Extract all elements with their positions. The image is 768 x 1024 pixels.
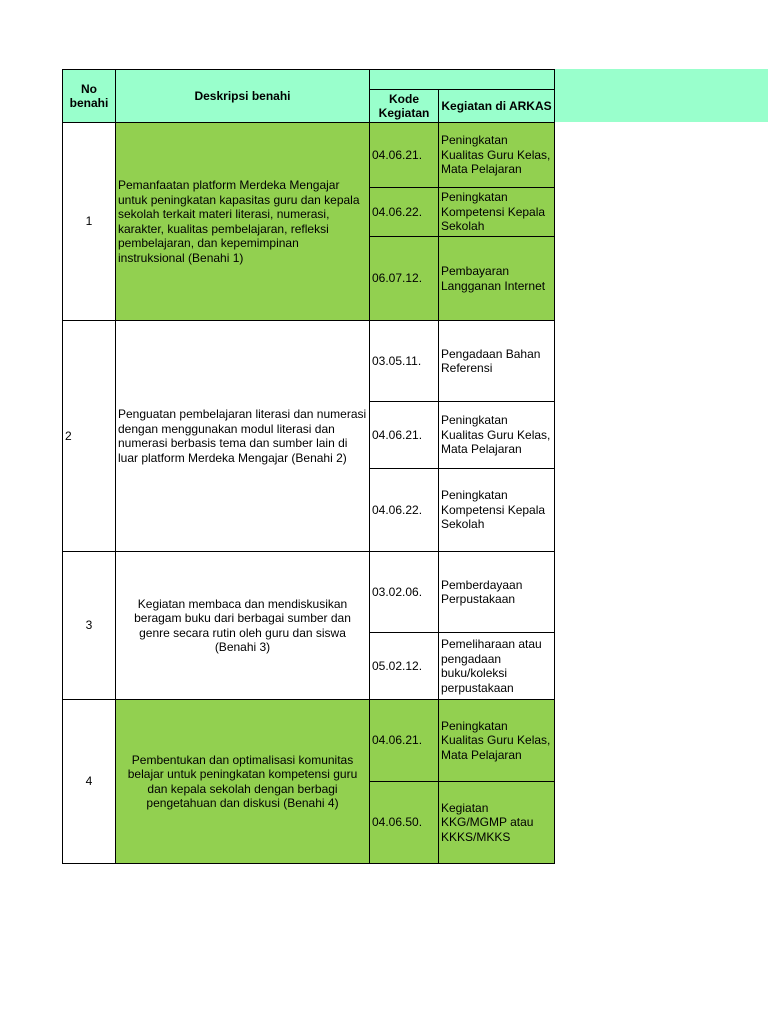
header-deskripsi: Deskripsi benahi (116, 70, 370, 123)
row1-no: 1 (63, 123, 116, 321)
row3-kode-2: 05.02.12. (370, 633, 439, 700)
row2-kode-1: 03.05.11. (370, 321, 439, 402)
row2-kegiatan-1: Pengadaan Bahan Referensi (439, 321, 555, 402)
table-row (63, 321, 555, 402)
row4-kegiatan-2: Kegiatan KKG/MGMP atau KKKS/MKKS (439, 782, 555, 864)
row1-kegiatan-2: Peningkatan Kompetensi Kepala Sekolah (439, 188, 555, 237)
row3-kegiatan-1: Pemberdayaan Perpustakaan (439, 552, 555, 633)
table-row (63, 123, 555, 188)
row1-kegiatan-1: Peningkatan Kualitas Guru Kelas, Mata Pelajaran (439, 123, 555, 188)
row3-no: 3 (63, 552, 116, 700)
header-group-blank (370, 70, 555, 90)
row3-deskripsi: Kegiatan membaca dan mendiskusikan beragam buku dari berbagai sumber dan genre secara rutin oleh guru dan siswa (Benahi 3) (116, 552, 370, 700)
benahi-table (62, 69, 555, 864)
row1-kode-2: 04.06.22. (370, 188, 439, 237)
table-row (63, 700, 555, 782)
header-no-benahi: No benahi (63, 70, 116, 123)
header-band-extension (555, 69, 768, 122)
row3-kode-1: 03.02.06. (370, 552, 439, 633)
row4-kegiatan-1: Peningkatan Kualitas Guru Kelas, Mata Pelajaran (439, 700, 555, 782)
row2-no: 2 (63, 321, 116, 552)
row1-deskripsi: Pemanfaatan platform Merdeka Mengajar untuk peningkatan kapasitas guru dan kepala sekolah terkait materi literasi, numerasi, karakter, kualitas pembelajaran, refleksi pembelajaran, dan kepemimpinan instruksional (Benahi 1) (116, 123, 370, 321)
row2-kode-2: 04.06.21. (370, 402, 439, 469)
table-row (63, 552, 555, 633)
row1-kode-1: 04.06.21. (370, 123, 439, 188)
row2-deskripsi: Penguatan pembelajaran literasi dan numerasi dengan menggunakan modul literasi dan numerasi berbasis tema dan sumber lain di luar platform Merdeka Mengajar (Benahi 2) (116, 321, 370, 552)
row1-kode-3: 06.07.12. (370, 237, 439, 321)
row4-kode-2: 04.06.50. (370, 782, 439, 864)
row2-kode-3: 04.06.22. (370, 469, 439, 552)
row1-kegiatan-3: Pembayaran Langganan Internet (439, 237, 555, 321)
header-kode-kegiatan: Kode Kegiatan (370, 90, 439, 123)
row4-no: 4 (63, 700, 116, 864)
row4-deskripsi: Pembentukan dan optimalisasi komunitas belajar untuk peningkatan kompetensi guru dan kepala sekolah dengan berbagi pengetahuan dan diskusi (Benahi 4) (116, 700, 370, 864)
row2-kegiatan-3: Peningkatan Kompetensi Kepala Sekolah (439, 469, 555, 552)
row3-kegiatan-2: Pemeliharaan atau pengadaan buku/koleksi perpustakaan (439, 633, 555, 700)
row2-kegiatan-2: Peningkatan Kualitas Guru Kelas, Mata Pelajaran (439, 402, 555, 469)
header-kegiatan-arkas: Kegiatan di ARKAS (439, 90, 555, 123)
row4-kode-1: 04.06.21. (370, 700, 439, 782)
